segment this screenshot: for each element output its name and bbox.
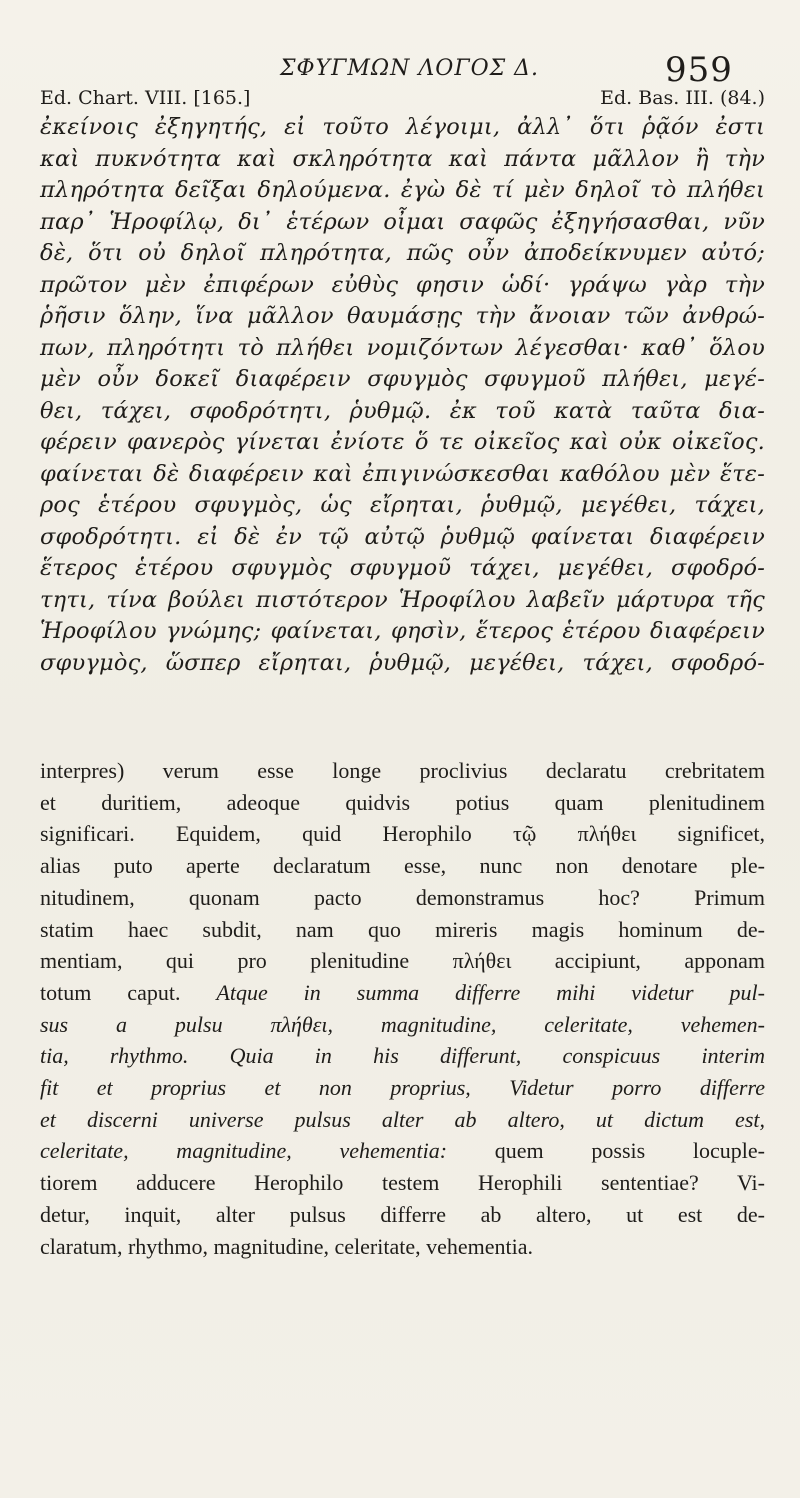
latin-text: significari. Equidem, quid Herophilo τῷ πλήθει significet, [40,821,765,847]
greek-line: σφοδρότητι. εἰ δὲ ἐν τῷ αὐτῷ ῥυθμῷ φαίνεται διαφέρειν [40,523,765,550]
greek-line: πληρότητα δεῖξαι δηλούμενα. ἐγὼ δὲ τί μὲν δηλοῖ τὸ πλήθει [40,177,765,203]
latin-text: quem possis locuple- [447,1138,765,1164]
running-head [0,50,800,90]
latin-line [40,1104,765,1136]
greek-line: φαίνεται δὲ διαφέρειν καὶ ἐπιγινώσκεσθαι καθόλου μὲν ἕτε- [40,460,765,487]
latin-line [40,850,765,882]
running-title: ΣΦΥΓΜΩΝ ΛΟΓΟΣ Δ. [280,56,540,81]
latin-text: detur, inquit, alter pulsus differre ab altero, ut est de- [40,1201,765,1227]
latin-line [40,882,765,914]
greek-line: ἕτερος ἑτέρου σφυγμὸς σφυγμοῦ τάχει, μεγέθει, σφοδρό- [40,555,765,581]
latin-text: tiorem adducere Herophilo testem Herophili sententiae? Vi- [40,1170,765,1196]
latin-quote-text: Atque in summa differre mihi videtur pul- [216,979,765,1005]
greek-line: δὲ, ὅτι οὐ δηλοῖ πληρότητα, πῶς οὖν ἀποδείκνυμεν αὐτό; [40,240,765,266]
latin-line [40,945,765,977]
latin-quote-text: tia, rhythmo. Quia in his differunt, conspicuus interim [40,1043,765,1069]
greek-line: ρος ἑτέρου σφυγμὸς, ὡς εἴρηται, ῥυθμῷ, μεγέθει, τάχει, [40,492,765,518]
page-number: 959 [665,50,733,90]
latin-line [40,1040,765,1072]
latin-line [40,1009,765,1041]
latin-text: et duritiem, adeoque quidvis potius quam plenitudinem [40,789,765,815]
latin-text: alias puto aperte declaratum esse, nunc non denotare ple- [40,853,765,879]
latin-line [40,1072,765,1104]
latin-text: interpres) verum esse longe proclivius declaratu crebritatem [40,758,765,783]
latin-line [40,1167,765,1199]
latin-line [40,914,765,946]
greek-line: καὶ πυκνότητα καὶ σκληρότητα καὶ πάντα μᾶλλον ἢ τὴν [40,145,765,172]
edition-chartier-ref: Ed. Chart. VIII. [165.] [40,87,251,109]
greek-line: πων, πληρότητι τὸ πλήθει νομιζόντων λέγεσθαι· καθ᾽ ὅλου [40,334,765,361]
latin-quote-text: fit et proprius et non proprius, Videtur porro differre [40,1075,765,1101]
latin-quote-text: et discerni universe pulsus alter ab altero, ut dictum est, [40,1106,765,1132]
latin-text: nitudinem, quonam pacto demonstramus hoc? Primum [40,884,765,910]
latin-text: statim haec subdit, nam quo mireris magis hominum de- [40,916,765,942]
latin-line [40,755,765,787]
latin-quote-text: sus a pulsu πλήθει, magnitudine, celeritate, vehemen- [40,1011,765,1037]
greek-line: φέρειν φανερὸς γίνεται ἐνίοτε ὅ τε οἰκεῖος καὶ οὐκ οἰκεῖος. [40,429,765,455]
latin-line [40,787,765,819]
greek-line: πρῶτον μὲν ἐπιφέρων εὐθὺς φησιν ὡδί· γράψω γὰρ τὴν [40,271,765,298]
latin-line [40,1231,765,1263]
edition-basel-ref: Ed. Bas. III. (84.) [600,87,765,109]
greek-line: Ἡροφίλου γνώμης; φαίνεται, φησὶν, ἕτερος ἑτέρου διαφέρειν [40,618,765,644]
latin-line [40,1135,765,1167]
greek-line: παρ᾽ Ἡροφίλῳ, δι᾽ ἑτέρων οἶμαι σαφῶς ἐξηγήσασθαι, νῦν [40,208,765,235]
latin-text: mentiam, qui pro plenitudine πλήθει accipiunt, apponam [40,948,765,974]
greek-line: θει, τάχει, σφοδρότητι, ῥυθμῷ. ἐκ τοῦ κατὰ ταῦτα δια- [40,397,765,424]
greek-line: ῥῆσιν ὅλην, ἵνα μᾶλλον θαυμάσῃς τὴν ἄνοιαν τῶν ἀνθρώ- [40,303,765,329]
greek-line: μὲν οὖν δοκεῖ διαφέρειν σφυγμὸς σφυγμοῦ πλήθει, μεγέ- [40,366,765,392]
greek-line: σφυγμὸς, ὥσπερ εἴρηται, ῥυθμῷ, μεγέθει, τάχει, σφοδρό- [40,649,765,676]
latin-line [40,1199,765,1231]
latin-text: claratum, rhythmo, magnitudine, celeritate, vehementia. [40,1233,533,1259]
latin-text: totum caput. [40,979,217,1005]
latin-quote-text: celeritate, magnitudine, vehementia: [40,1138,448,1164]
greek-line: τητι, τίνα βούλει πιστότερον Ἡροφίλου λαβεῖν μάρτυρα τῆς [40,586,765,613]
edition-reference-line [40,87,765,115]
latin-line [40,818,765,850]
latin-translation-block [40,755,765,1262]
greek-line: ἐκείνοις ἐξηγητής, εἰ τοῦτο λέγοιμι, ἀλλ᾽ ὅτι ῥᾷόν ἐστι [40,114,765,140]
latin-line [40,977,765,1009]
greek-text-block [40,112,765,679]
